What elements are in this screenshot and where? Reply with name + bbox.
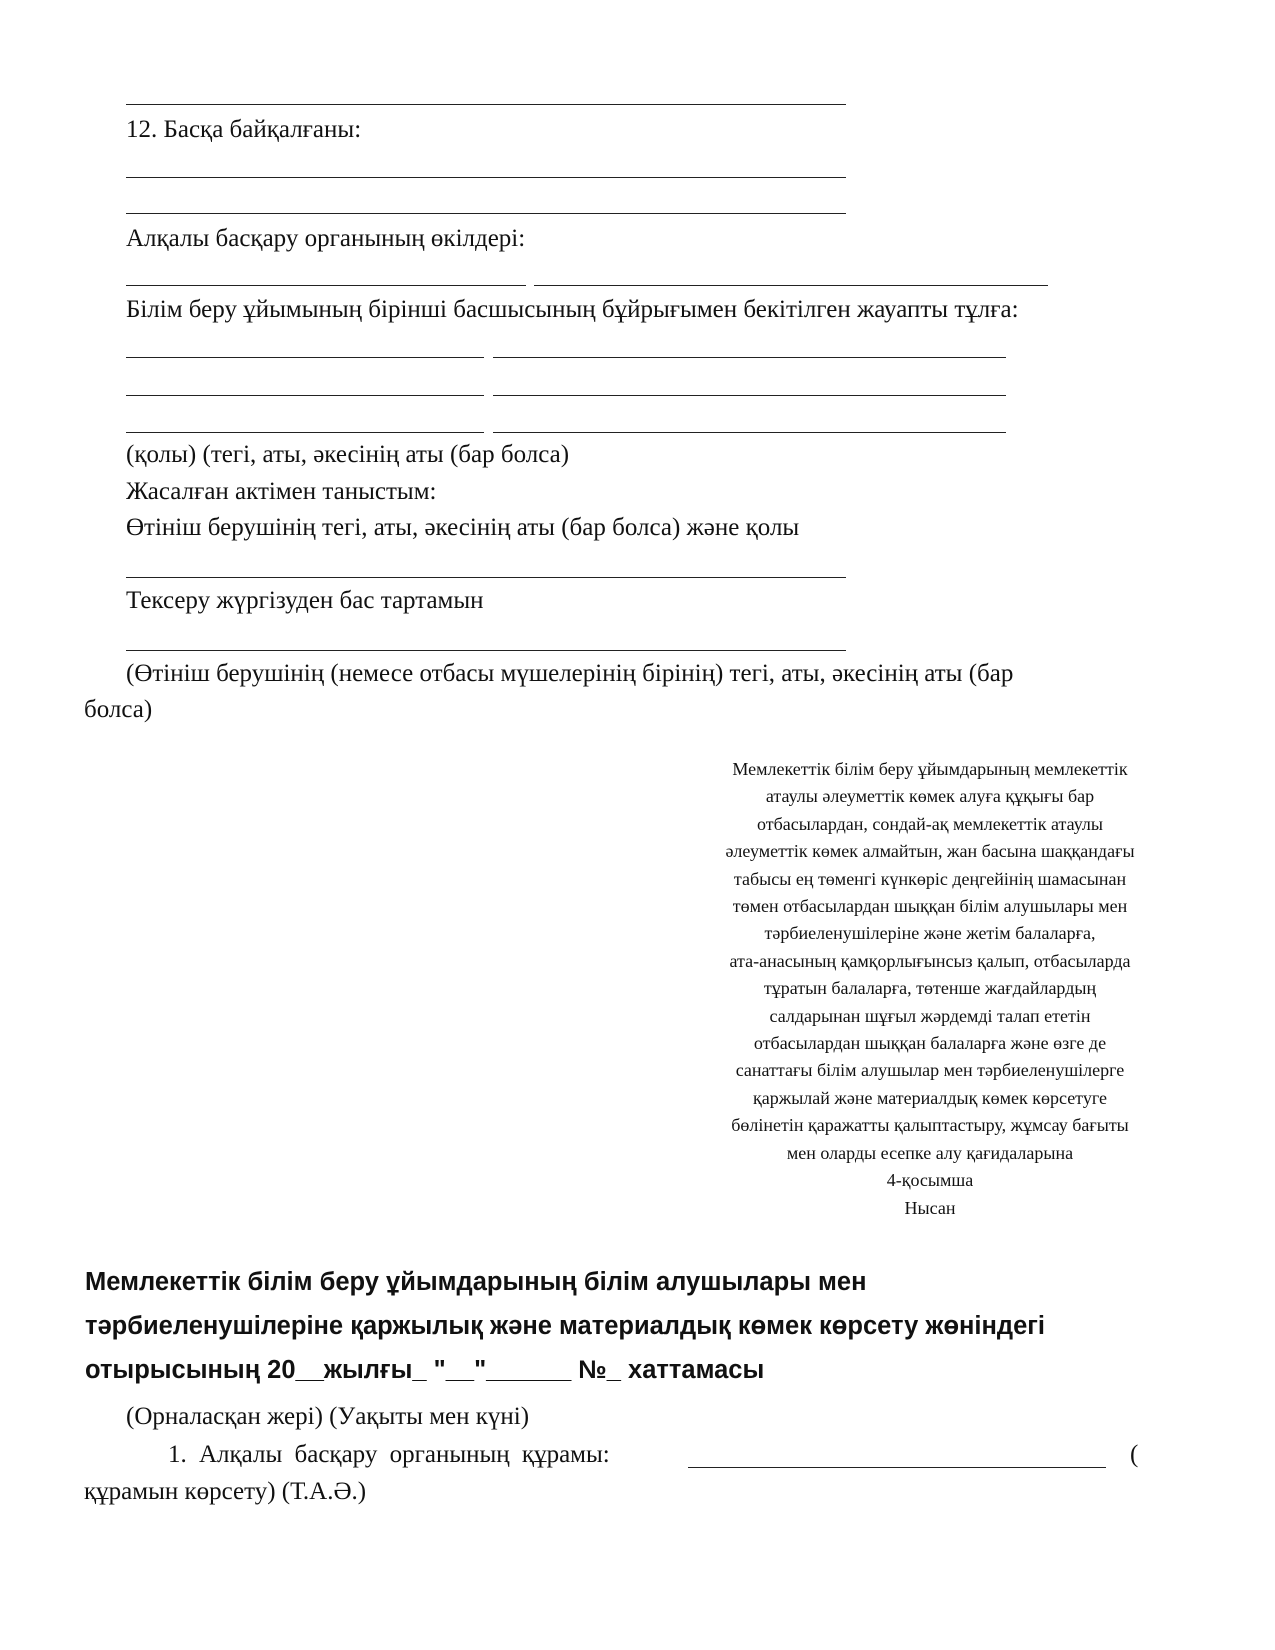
section-12-blank-line-2[interactable] — [126, 213, 846, 214]
appendix-header-line: атаулы әлеуметтік көмек алуға құқығы бар — [765, 786, 1095, 807]
appendix-header — [690, 756, 1170, 1222]
responsible-name-line-3[interactable] — [493, 432, 1006, 433]
refusal-note-line-2: болса) — [84, 696, 153, 723]
acquainted-label: Жасалған актімен таныстым: — [126, 478, 437, 505]
refusal-signature-line[interactable] — [126, 650, 846, 651]
section-12-blank-line-1[interactable] — [126, 177, 846, 178]
appendix-header-line: Мемлекеттік білім беру ұйымдарының мемлекеттік — [732, 759, 1128, 779]
appendix-header-line: тәрбиеленушілеріне және жетім балаларға, — [764, 923, 1096, 944]
item-1-label: 1. Алқалы басқару органының құрамы: — [168, 1441, 610, 1468]
appendix-header-line: төмен отбасылардан шыққан білім алушылары мен — [732, 896, 1128, 917]
responsible-person-label: Білім беру ұйымының бірінші басшысының бұйрығымен бекітілген жауапты тұлға: — [126, 296, 1019, 323]
appendix-header-line: салдарынан шұғыл жәрдемді талап ететін — [769, 1005, 1091, 1026]
appendix-header-line: қаржылай және материалдық көмек көрсетуге — [753, 1087, 1107, 1108]
form-label: Нысан — [904, 1197, 956, 1218]
applicant-signature-line[interactable] — [126, 577, 846, 578]
appendix-header-line: тұратын балаларға, төтенше жағдайлардың — [763, 978, 1097, 999]
top-blank-line — [126, 104, 846, 105]
protocol-title-line-1: Мемлекеттік білім беру ұйымдарының білім алушылары мен — [85, 1268, 867, 1296]
responsible-signature-line-2[interactable] — [126, 395, 484, 396]
refusal-label: Тексеру жүргізуден бас тартамын — [126, 587, 484, 614]
protocol-title-line-3: отырысының 20__жылғы_ "__"______ №_ хаттамасы — [85, 1356, 765, 1384]
refusal-note-line-1: (Өтініш берушінің (немесе отбасы мүшелерінің бірінің) тегі, аты, әкесінің аты (бар — [126, 660, 1014, 687]
item-1-paren: ( — [1130, 1441, 1139, 1468]
collegial-name-line[interactable] — [534, 285, 1048, 286]
section-12-label: 12. Басқа байқалғаны: — [126, 116, 362, 143]
collegial-representatives-label: Алқалы басқару органының өкілдері: — [126, 225, 526, 252]
responsible-name-line-1[interactable] — [493, 357, 1006, 358]
appendix-header-line: отбасылардан, сондай-ақ мемлекеттік атаулы — [757, 813, 1103, 834]
responsible-signature-line-1[interactable] — [126, 357, 484, 358]
appendix-header-line: ата-анасының қамқорлығынсыз қалып, отбасыларда — [729, 950, 1131, 971]
appendix-header-line: мен оларды есепке алу қағидаларына — [786, 1142, 1074, 1163]
item-1-composition-line[interactable] — [688, 1467, 1106, 1468]
place-time-caption: (Орналасқан жері) (Уақыты мен күні) — [126, 1403, 530, 1430]
responsible-name-line-2[interactable] — [493, 395, 1006, 396]
collegial-signature-line[interactable] — [126, 285, 526, 286]
item-1-continuation: құрамын көрсету) (Т.А.Ә.) — [84, 1478, 367, 1505]
appendix-number: 4-қосымша — [886, 1170, 974, 1191]
appendix-header-line: бөлінетін қаражатты қалыптастыру, жұмсау бағыты — [731, 1115, 1129, 1136]
protocol-title — [85, 1260, 1205, 1392]
responsible-signature-line-3[interactable] — [126, 432, 484, 433]
appendix-header-line: санаттағы білім алушылар мен тәрбиеленушілерге — [735, 1060, 1125, 1081]
appendix-header-line: отбасылардан шыққан балаларға және өзге де — [753, 1033, 1107, 1054]
protocol-title-line-2: тәрбиеленушілеріне қаржылық және материалдық көмек көрсету жөніндегі — [85, 1312, 1045, 1340]
signature-caption: (қолы) (тегі, аты, әкесінің аты (бар болса) — [126, 441, 570, 468]
appendix-header-line: әлеуметтік көмек алмайтын, жан басына шаққандағы — [725, 841, 1135, 862]
appendix-header-line: табысы ең төменгі күнкөріс деңгейінің шамасынан — [733, 868, 1127, 889]
applicant-label: Өтініш берушінің тегі, аты, әкесінің аты (бар болса) және қолы — [126, 514, 800, 541]
